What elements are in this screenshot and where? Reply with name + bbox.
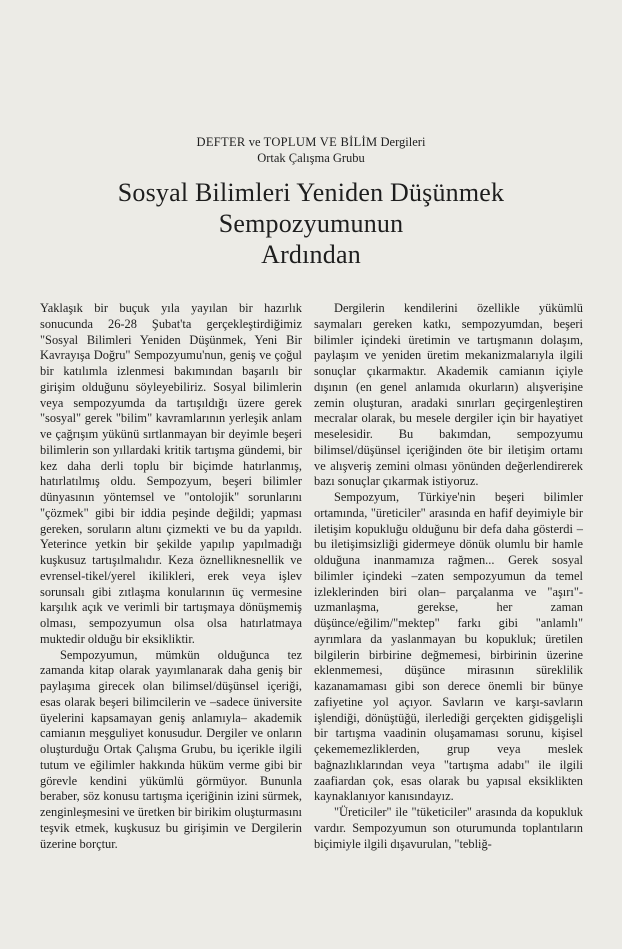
paragraph: Sempozyumun, mümkün olduğunca tez zamanda kitap olarak yayımlanarak daha geniş bir paylaşıma girecek olan bilimsel/düşünsel içeriği, esas olarak beşeri bilimcilerin ve –sadece üniversite üyelerini kapsamayan geniş anlamıyla– akademik camianın meşguliyet konusudur. Dergiler ve onların oluşturduğu Ortak Çalışma Grubu, bu içerikle ilgili tutum ve eğilimler hakkında hüküm verme gibi bir görevle kendini yükümlü görmüyor. Bununla beraber, söz konusu tartışma içeriğinin izini sürmek, zenginleşmesini ve üretken bir birikim oluşturmasını teşvik etmek, kuşkusuz bu girişimin ve Dergilerin üzerine borçtur. [40,647,302,851]
right-column [314,301,583,852]
journals-line [0,134,622,150]
paragraph: Dergilerin kendilerini özellikle yükümlü saymaları gereken katkı, sempozyumdan, beşeri bilimler içindeki üretimin ve tartışmanın dolaşım, paylaşım ve yeniden üretim mekanizmalarıyla ilgili sonuçlar çıkarmaktır. Akademik camianın içiyle dışının (en genel anlamıda okurların) alışverişine zemin oluşturan, aradaki sınırları geçirgenleştiren mecralar olarak, bu mesele dergiler için bir hayatiyet meselesidir. Bu bakımdan, sempozyumu bilimsel/düşünsel içeriğinden öte bir iletişim ortamı ve alışveriş zemini olması yönünden değerlendirerek bazı sonuçlar çıkarmak istiyoruz. [314,301,583,489]
title-line-1: Sosyal Bilimleri Yeniden Düşünmek [117,178,505,207]
paragraph: Sempozyum, Türkiye'nin beşeri bilimler ortamında, "üreticiler" arasında en hafif deyimiyle bir iletişim kopukluğu olduğunu bir defa daha gösterdi – bu iletişimsizliği gidermeye dönük olumlu bir hamle olduğuna inanmamıza rağmen... Gerek sosyal bilimler içindeki –zaten sempozyumun da temel izleklerinden biri olan– parçalanma ve "aşırı"-uzmanlaşma, gerekse, her zaman düşünce/eğilim/"mektep" farkı gibi "anlamlı" ayrımlara da yaslanmayan bu kopukluk; üretilen bilgilerin birbirine değmemesi, birbirinin üzerine eklenmemesi, düşünce mirasının süreklilik kazanamaması gibi son derece önemli bir bünye zafiyetine yol açıyor. Savların ve karşı-savların işlendiği, dönüştüğü, ilerlediği gerçekten gidişgelişli bir tartışma vaadinin oluşamaması sorunu, kişisel çekememezliklerden, grup veya meslek bağnazlıklarından veya "tartışma adabı" ile ilgili zaafiardan çok, esas olarak bu yapısal eksiklikten kaynaklanıyor kanısındayız. [314,490,583,804]
left-column [40,301,302,852]
title-line-3: Ardından [261,240,361,269]
article-title [0,177,622,270]
working-group-line: Ortak Çalışma Grubu [257,151,365,165]
title-line-2: Sempozyumunun [218,209,404,238]
paragraph: Yaklaşık bir buçuk yıla yayılan bir hazırlık sonucunda 26-28 Şubat'ta gerçekleştirdiğimiz "Sosyal Bilimleri Yeniden Düşünmek, Yeni Bir Kavrayışa Doğru" Sempozyumu'nun, geniş ve çoğul bir katılımla izlenmesi bakımından başarılı bir girişim olduğunu söyleyebiliriz. Sosyal bilimlerin veya sempozyumda da tartışıldığı üzere gerek "sosyal" gerek "bilim" kavramlarının yerleşik anlam ve çağrışım yükünü sırtlanmayan bir deyimle beşeri bilimlerin son yıllardaki kritik tartışma gündemi, bir kez daha derli toplu bir biçimde hatırlanmış, hatırlatılmış oldu. Sempozyum, beşeri bilimler dünyasının yöntemsel ve "ontolojik" sorunlarını "çözmek" gibi bir iddia peşinde değildi; yapması gereken, soruların altını çizmekti ve bu da yapıldı. Yeterince yetkin bir şekilde yapılıp yapılmadığı kuşkusuz tartışılmalıdır. Keza öznelliknesnellik ve evrensel-tikel/yerel ikilikleri, erek veya işlev sorunsalı gibi zıtlaşma konularının üç vermesine karşılık açık ve verimli bir tartışmaya dönüşmemiş olması, sempozyumun olsa olsa hatırlatmaya muktedir olduğu bir eksikliktir. [40,301,302,646]
journal-defter: DEFTER [196,135,246,149]
paragraph: "Üreticiler" ile "tüketiciler" arasında da kopukluk vardır. Sempozyumun son oturumunda toplantıların biçimiyle ilgili dışavurulan, "tebliğ- [314,805,583,851]
conjunction: ve [248,135,261,149]
journals-word: Dergileri [380,135,426,149]
article-header [0,134,622,166]
journal-toplum-ve-bilim: TOPLUM VE BİLİM [263,135,378,149]
